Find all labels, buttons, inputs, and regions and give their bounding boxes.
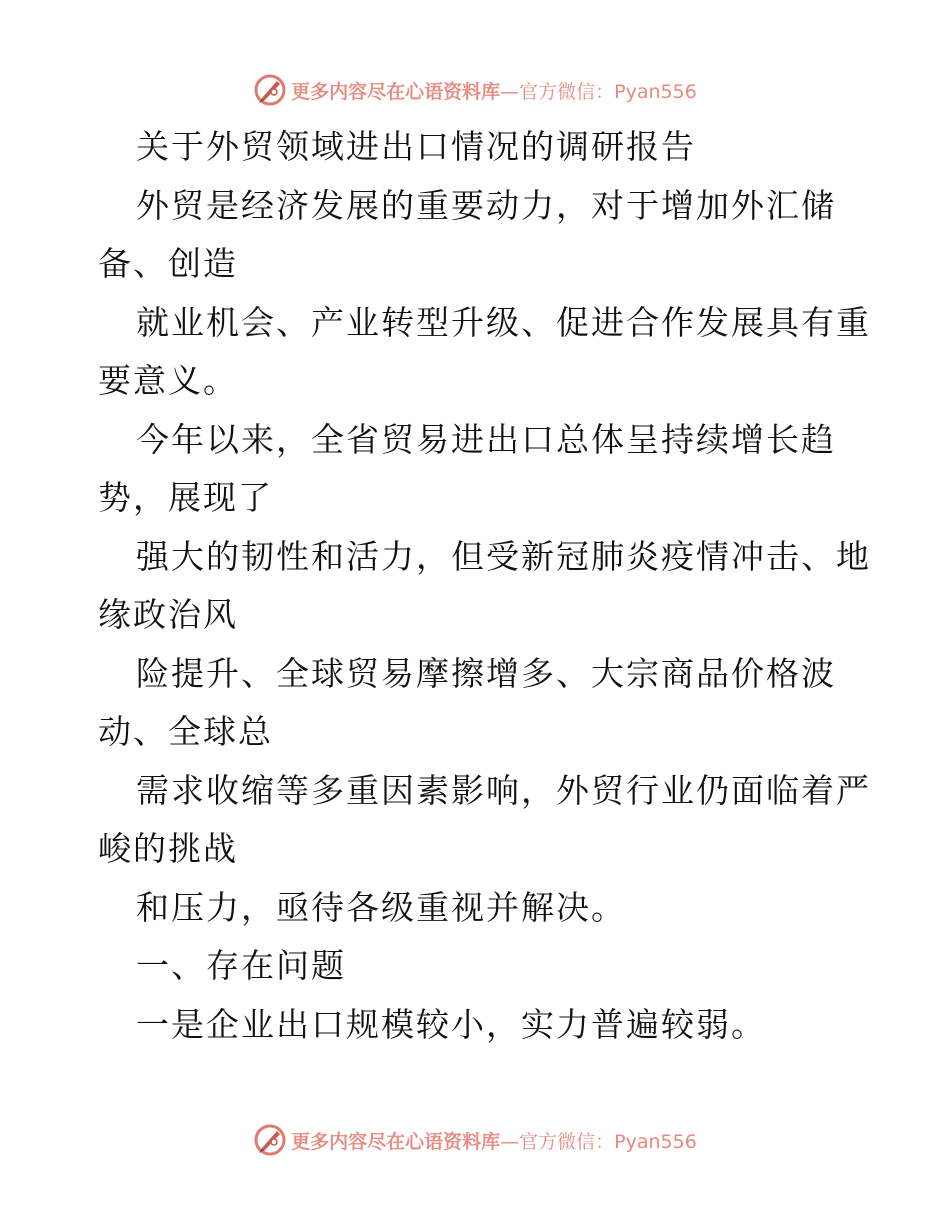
header-banner: [0, 70, 950, 110]
text-line: 强大的韧性和活力，但受新冠肺炎疫情冲击、地: [136, 536, 871, 576]
footer-banner: [0, 1120, 950, 1160]
feather-pen-logo-icon: [253, 73, 287, 107]
text-line: 就业机会、产业转型升级、促进合作发展具有重: [136, 302, 871, 342]
text-line: 势，展现了: [98, 478, 273, 517]
feather-pen-logo-icon: [253, 1123, 287, 1157]
text-line: 险提升、全球贸易摩擦增多、大宗商品价格波: [136, 653, 836, 693]
text-line: 一、存在问题: [136, 946, 346, 985]
document-body: [98, 118, 871, 1054]
text-line: 要意义。: [98, 361, 238, 400]
header-banner-wechat: —官方微信：Pyan556: [500, 80, 697, 103]
text-line: 备、创造: [98, 244, 238, 283]
text-line: 峻的挑战: [98, 829, 238, 868]
text-line: 今年以来，全省贸易进出口总体呈持续增长趋: [136, 419, 836, 459]
text-line: 一是企业出口规模较小，实力普遍较弱。: [136, 1004, 766, 1044]
text-line: 关于外贸领域进出口情况的调研报告: [136, 127, 696, 166]
footer-banner-text: 更多内容尽在心语资料库: [291, 1130, 501, 1153]
text-line: 需求收缩等多重因素影响，外贸行业仍面临着严: [136, 770, 871, 810]
text-line: 外贸是经济发展的重要动力，对于增加外汇储: [136, 185, 836, 225]
text-line: 和压力，亟待各级重视并解决。: [136, 887, 626, 927]
footer-banner-wechat: —官方微信：Pyan556: [500, 1130, 697, 1153]
text-line: 缘政治风: [98, 595, 238, 634]
text-line: 动、全球总: [98, 712, 273, 751]
header-banner-text: 更多内容尽在心语资料库: [291, 80, 501, 103]
